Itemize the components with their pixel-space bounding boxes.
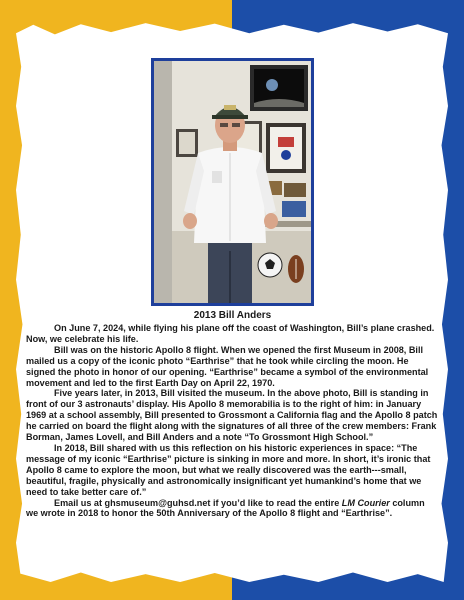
article-paragraph: Bill was on the historic Apollo 8 flight. When we opened the first Museum in 2008, Bill mailed us a copy of the iconic photo “Earthrise” that he took while circling the moon. He signed the photo in honor of our opening. “Earthrise” became a symbol of the environmental movement and led to the first Earth Day on April 22, 1970. [26,344,429,388]
closing-text-end: column we wrote in 2018 to honor the 50th Anniversary of the Apollo 8 flight and “Earthrise”. [26,497,425,519]
article-text [26,310,439,519]
bill-anders-photo [151,58,314,306]
publication-name: LM Courier [341,497,390,508]
article-title: 2013 Bill Anders [193,310,272,321]
closing-text-start: Email us at ghsmuseum@guhsd.net if you’d like to read the entire [54,497,342,508]
article-paragraph: In 2018, Bill shared with us this reflection on his historic experiences in space: “The message of my iconic “Earthrise” picture is sinking in more and more. In short, it’s ironic that Apollo 8 came to explore the moon, but what we really discovered was the earth---small, beautiful, fragile, physically and astronomically insignificant yet humankind’s home that we need to take better care of.” [26,442,431,497]
photo-illustration [154,61,311,303]
article-paragraph: Five years later, in 2013, Bill visited the museum. In the above photo, Bill is standing in front of our 3 astronauts’ display. His Apollo 8 memorabilia is to the right of him: in January 1969 at a school assembly, Bill presented to Grossmont a California flag and the Apollo 8 patch he carried on board the flight along with the signatures of all three of the crew members: Frank Borman, James Lovell, and Bill Anders and a note “To Grossmont High School.” [26,388,438,443]
article-closing-paragraph [26,498,439,520]
article-paragraph: On June 7, 2024, while flying his plane off the coast of Washington, Bill’s plane crashed. Now, we celebrate his life. [26,323,435,344]
